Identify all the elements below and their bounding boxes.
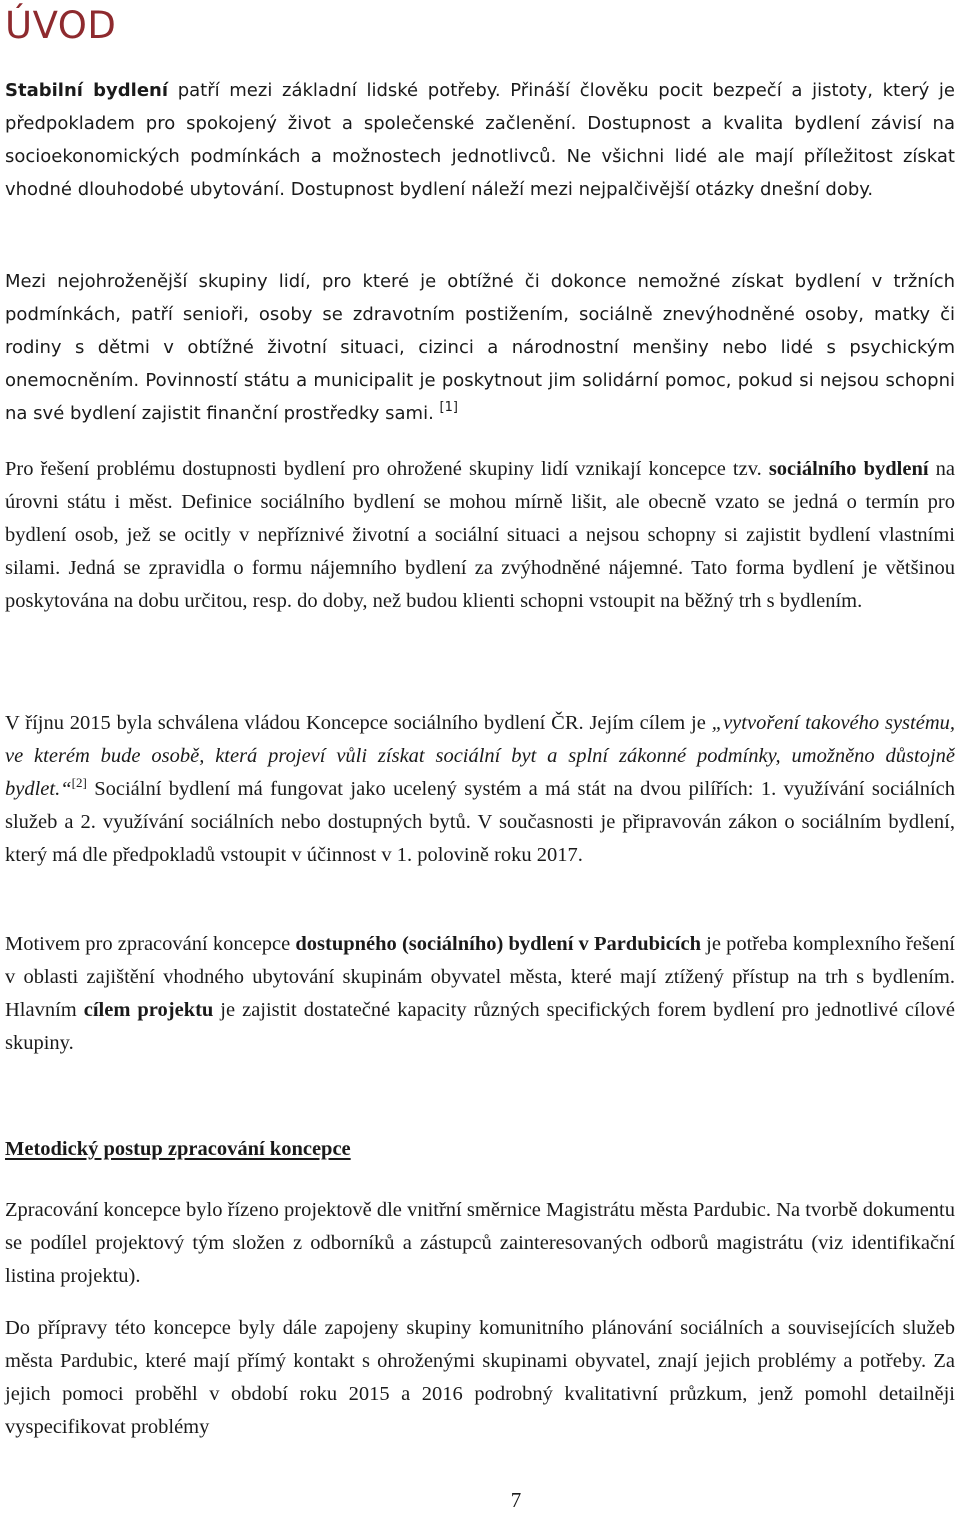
social-housing-text-1: Pro řešení problému dostupnosti bydlení pro ohrožené skupiny lidí vznikají koncepce tzv.: [5, 458, 769, 480]
social-housing-bold: sociálního bydlení: [768, 458, 929, 480]
section-subheading: Metodický postup zpracování koncepce: [5, 1138, 351, 1160]
motivation-paragraph: [5, 928, 955, 1060]
footnote-ref-2[interactable]: [2]: [71, 775, 87, 790]
footnote-ref-1[interactable]: [1]: [439, 400, 458, 415]
community-planning-paragraph: Do přípravy této koncepce byly dále zapojeny skupiny komunitního plánování sociálních a souvisejících služeb města Pardubic, které mají přímý kontakt s ohroženými skupinami obyvatel, znají jejich problémy a potřeby. Za jejich pomoci proběhl v období roku 2015 a 2016 podrobný kvalitativní průzkum, jenž pomohl detailněji vyspecifikovat problémy: [5, 1317, 955, 1438]
motivation-bold-1: dostupného (sociálního) bydlení v Pardubicích: [295, 933, 702, 955]
motivation-text-3: je zajistit dostatečné kapacity různých specifických forem bydlení pro jednotlivé cílové skupiny.: [5, 999, 955, 1054]
page-heading: ÚVOD: [5, 4, 117, 47]
intro-paragraph: [5, 74, 955, 206]
social-housing-paragraph: [5, 453, 955, 618]
methodology-paragraph: Zpracování koncepce bylo řízeno projektově dle vnitřní směrnice Magistrátu města Pardubic. Na tvorbě dokumentu se podílel projektový tým složen z odborníků a zástupců zainteresovaných odborů magistrátu (viz identifikační listina projektu).: [5, 1199, 955, 1287]
vulnerable-groups-text: Mezi nejohroženější skupiny lidí, pro které je obtížné či dokonce nemožné získat bydlení v tržních podmínkách, patří senioři, osoby se zdravotním postižením, sociálně znevýhodněné osoby, matky či rodiny s dětmi v obtížné životní situaci, cizinci a národnostní menšiny nebo lidé s psychickým onemocněním. Povinností státu a municipalit je poskytnout jim solidární pomoc, pokud si nejsou schopni na své bydlení zajistit finanční prostředky sami.: [5, 271, 955, 424]
motivation-text-2: je potřeba komplexního řešení v oblasti zajištění vhodného ubytování skupinám obyvatel města, které mají ztížený přístup na trh s bydlením. Hlavním: [5, 933, 955, 1021]
bold-lead: Stabilní bydlení: [5, 80, 169, 101]
motivation-text-1: Motivem pro zpracování koncepce: [5, 933, 296, 955]
government-concept-quote: „vytvoření takového systému, ve kterém bude osobě, která projeví vůli získat sociální byt a splní zákonné podmínky, umožněno důstojně bydlet.“: [5, 712, 956, 800]
page-number: 7: [510, 1488, 522, 1512]
social-housing-text-2: na úrovni státu i měst. Definice sociálního bydlení se mohou mírně lišit, ale obecně vzato se jedná o termín pro bydlení osob, jež se ocitly v nepříznivé životní a sociální situaci a nejsou schopny si zajistit bydlení vlastními silami. Jedná se zpravidla o formu nájemního bydlení za zvýhodněné nájemné. Tato forma bydlení je většinou poskytována na dobu určitou, resp. do doby, než budou klienti schopni vstoupit na běžný trh s bydlením.: [5, 458, 955, 612]
government-concept-text-1: V říjnu 2015 byla schválena vládou Koncepce sociálního bydlení ČR. Jejím cílem je: [5, 712, 712, 734]
government-concept-paragraph: [5, 707, 955, 872]
government-concept-text-2: Sociální bydlení má fungovat jako ucelený systém a má stát na dvou pilířích: 1. využívání sociálních služeb a 2. využívání sociálních nebo dostupných bytů. V současnosti je připravován zákon o sociálním bydlení, který má dle předpokladů vstoupit v účinnost v 1. polovině roku 2017.: [5, 778, 955, 866]
intro-text: patří mezi základní lidské potřeby. Přináší člověku pocit bezpečí a jistoty, který je předpokladem pro spokojený život a společenské začlenění. Dostupnost a kvalita bydlení závisí na socioekonomických podmínkách a možnostech jednotlivců. Ne všichni lidé ale mají příležitost získat vhodné dlouhodobé ubytování. Dostupnost bydlení náleží mezi nejpalčivější otázky dnešní doby.: [5, 80, 955, 200]
motivation-bold-2: cílem projektu: [83, 999, 214, 1021]
vulnerable-groups-paragraph: [5, 265, 955, 430]
